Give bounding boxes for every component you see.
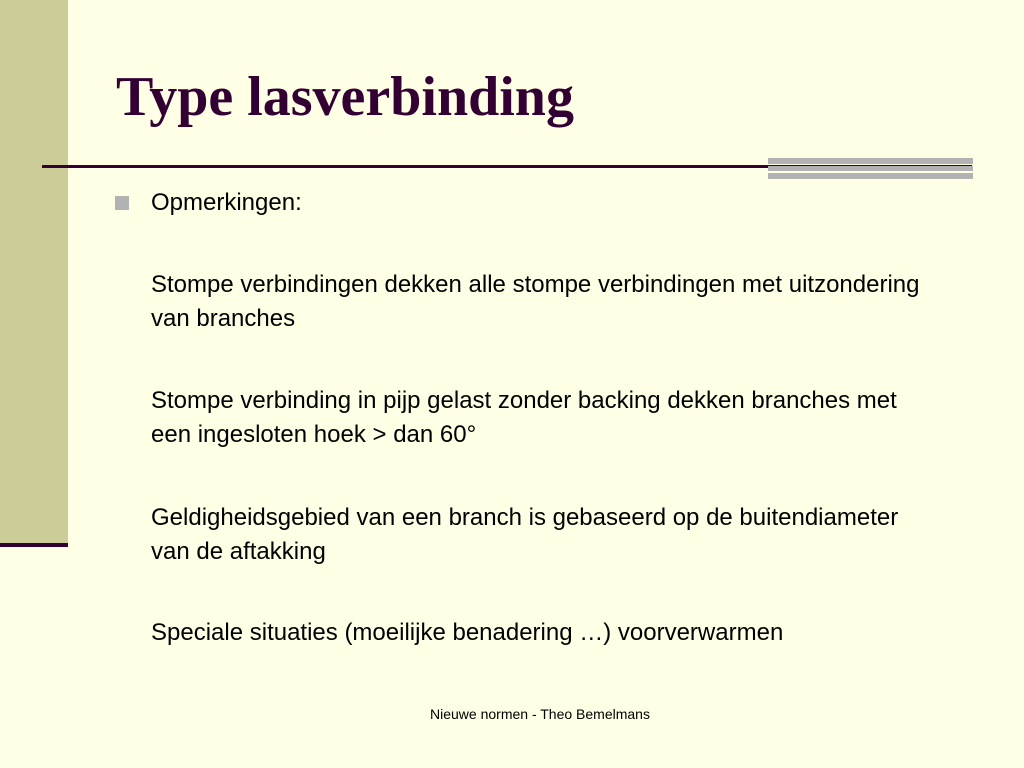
paragraph-4: Speciale situaties (moeilijke benadering …) voorverwarmen	[151, 619, 784, 646]
title-divider-accent	[768, 158, 973, 179]
side-band	[0, 0, 68, 547]
paragraph-3: Geldigheidsgebied van een branch is gebaseerd op de buitendiameter van de aftakking	[151, 504, 899, 565]
side-band-underline	[0, 543, 68, 547]
bullet-heading: Opmerkingen:	[151, 189, 302, 216]
slide-footer: Nieuwe normen - Theo Bemelmans	[430, 706, 650, 722]
square-bullet-icon	[115, 196, 129, 210]
slide-title: Type lasverbinding	[116, 66, 574, 128]
paragraph-2: Stompe verbinding in pijp gelast zonder backing dekken branches met een ingesloten hoek > dan 60°	[151, 387, 897, 448]
paragraph-1: Stompe verbindingen dekken alle stompe verbindingen met uitzondering van branches	[151, 271, 920, 332]
